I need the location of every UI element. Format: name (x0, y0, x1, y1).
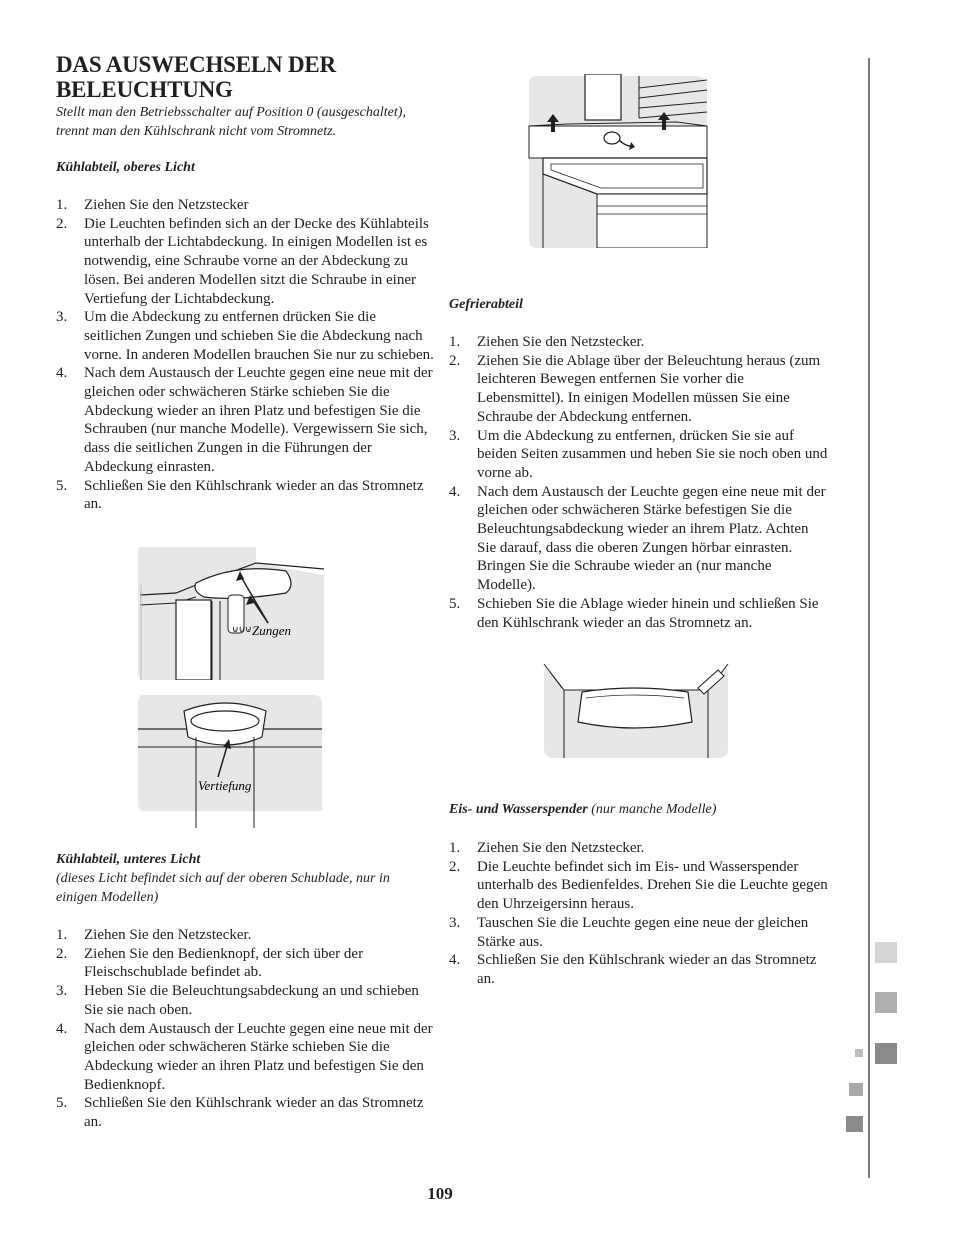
steps-upper-light (56, 196, 434, 514)
list-item: 3. Heben Sie die Beleuchtungsabdeckung an und schieben Sie sie nach oben. (56, 983, 419, 1018)
freezer-illustration (527, 74, 709, 248)
list-item: 1. Ziehen Sie den Netzstecker (56, 197, 249, 213)
heading-upper-light: Kühlabteil, oberes Licht (56, 160, 195, 175)
note-lower-light: (dieses Licht befindet sich auf der oberen Schublade, nur in einigen Modellen) (56, 871, 390, 905)
list-item: 2. Ziehen Sie die Ablage über der Beleuchtung heraus (zum leichteren Bewegen entfernen Sie vorher die Lebensmittel). In einigen Modellen müssen Sie eine Schraube der Abdeckung entfernen. (449, 352, 821, 425)
heading-dispenser: Eis- und Wasserspender (449, 802, 588, 817)
list-item: 2. Ziehen Sie den Bedienknopf, der sich über der Fleischschublade befindet ab. (56, 945, 364, 981)
steps-freezer (449, 333, 829, 632)
heading-lower-light: Kühlabteil, unteres Licht (56, 852, 201, 867)
deco-square (849, 1083, 863, 1096)
deco-square (875, 992, 897, 1013)
list-item: 3. Um die Abdeckung zu entfernen drücken Sie die seitlichen Zungen und schieben Sie die Abdeckung nach vorne. In anderen Modellen brauchen Sie nur zu schieben. (56, 309, 434, 363)
list-item: 3. Tauschen Sie die Leuchte gegen eine neue der gleichen Stärke aus. (449, 914, 809, 950)
note-dispenser: (nur manche Modelle) (591, 802, 717, 817)
deco-square (875, 942, 897, 963)
list-item: 5. Schließen Sie den Kühlschrank wieder an das Stromnetz an. (56, 1095, 424, 1131)
list-item: 3. Um die Abdeckung zu entfernen, drücken Sie sie auf beiden Seiten zusammen und heben Sie sie noch oben und vorne ab. (449, 427, 828, 481)
list-item: 4. Schließen Sie den Kühlschrank wieder an das Stromnetz an. (449, 952, 817, 987)
page-number: 109 (427, 1184, 453, 1203)
margin-rule (868, 58, 870, 1178)
steps-lower-light (56, 926, 434, 1132)
list-item: 4. Nach dem Austausch der Leuchte gegen eine neue mit der gleichen oder schwächeren Stärke schieben Sie die Abdeckung wieder an ihren Platz und befestigen Sie den Bedienknopf. (56, 1020, 433, 1093)
heading-freezer: Gefrierabteil (449, 297, 523, 312)
list-item: 5. Schließen Sie den Kühlschrank wieder an das Stromnetz an. (56, 477, 424, 513)
list-item: 1. Ziehen Sie den Netzstecker. (449, 334, 645, 350)
list-item: 4. Nach dem Austausch der Leuchte gegen eine neue mit der gleichen oder schwächeren Stärke befestigen Sie die Beleuchtungsabdeckung wieder an ihrem Platz. Achten Sie darauf, dass die oberen Zungen hörbar einrasten. Bringen Sie die Schraube wieder an (nur manche Modelle). (449, 483, 826, 594)
page-title: DAS AUSWECHSELN DER BELEUCHTUNG (56, 52, 336, 102)
upper-light-illustration (136, 545, 326, 680)
list-item: 5. Schieben Sie die Ablage wieder hinein und schließen Sie den Kühlschrank wieder an das Stromnetz an. (449, 595, 819, 631)
svg-text:⊍⊍⊍: ⊍⊍⊍ (232, 624, 252, 634)
deco-square (875, 1043, 897, 1064)
list-item: 1. Ziehen Sie den Netzstecker. (56, 927, 252, 943)
recess-illustration (136, 693, 324, 828)
dispenser-illustration (542, 662, 730, 760)
intro-note: Stellt man den Betriebsschalter auf Position 0 (ausgeschaltet), trennt man den Kühlschrank nicht vom Stromnetz. (56, 105, 406, 139)
list-item: 2. Die Leuchten befinden sich an der Decke des Kühlabteils unterhalb der Lichtabdeckung. In einigen Modellen ist es notwendig, eine Schraube vorne an der Abdeckung zu lösen. Bei anderen Modellen sitzt die Schraube in einer Vertiefung der Lichtabdeckung. (56, 215, 429, 307)
steps-dispenser (449, 839, 829, 989)
list-item: 1. Ziehen Sie den Netzstecker. (449, 840, 645, 856)
label-recess: Vertiefung (198, 778, 252, 793)
label-tabs: Zungen (252, 623, 291, 638)
list-item: 4. Nach dem Austausch der Leuchte gegen eine neue mit der gleichen oder schwächeren Stärke schieben Sie die Abdeckung wieder an ihren Platz und befestigen Sie die Schrauben (nur manche Modelle). Vergewissern Sie sich, dass die seitlichen Zungen in die Führungen der Abdeckung einrasten. (56, 365, 433, 475)
heading-dispenser-line (449, 801, 716, 820)
deco-square (846, 1116, 863, 1132)
deco-square (855, 1049, 863, 1057)
list-item: 2. Die Leuchte befindet sich im Eis- und Wasserspender unterhalb des Bedienfeldes. Drehen Sie die Leuchte gegen den Uhrzeigersinn heraus. (449, 858, 828, 913)
